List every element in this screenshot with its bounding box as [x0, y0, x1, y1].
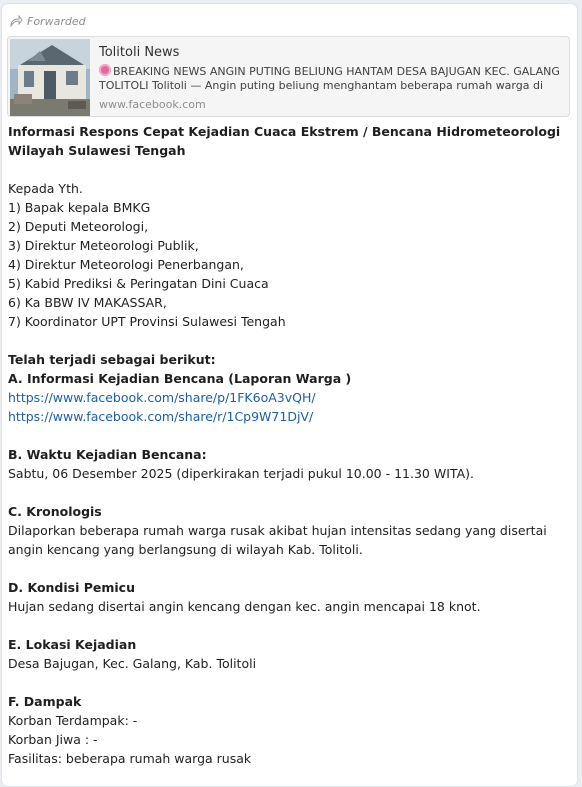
- section-e-text: Desa Bajugan, Kec. Galang, Kab. Tolitoli: [8, 656, 257, 671]
- message-text: [8, 122, 568, 768]
- section-c-title: C. Kronologis: [8, 504, 102, 519]
- preview-url: www.facebook.com: [99, 98, 206, 111]
- impact-item: Fasilitas: beberapa rumah warga rusak: [8, 751, 252, 766]
- preview-thumbnail: [10, 39, 90, 116]
- section-f-title: F. Dampak: [8, 694, 82, 709]
- forward-arrow-icon: [10, 15, 23, 27]
- recipient-item: 3) Direktur Meteorologi Publik,: [8, 238, 199, 253]
- intro-text: Telah terjadi sebagai berikut:: [8, 352, 216, 367]
- section-c-text: Dilaporkan beberapa rumah warga rusak akibat hujan intensitas sedang yang disertai angin kencang yang berlangsung di wilayah Kab. Tolitoli.: [8, 523, 547, 557]
- forwarded-label: Forwarded: [27, 14, 86, 28]
- impact-item: Korban Terdampak: -: [8, 713, 138, 728]
- section-b-text: Sabtu, 06 Desember 2025 (diperkirakan terjadi pukul 10.00 - 11.30 WITA).: [8, 466, 474, 481]
- preview-description-text: BREAKING NEWS ANGIN PUTING BELIUNG HANTAM DESA BAJUGAN KEC. GALANG TOLITOLI Tolitoli — Angin puting beliung menghantam beberapa rumah warga di: [99, 65, 560, 92]
- section-a-title: A. Informasi Kejadian Bencana (Laporan Warga ): [8, 371, 352, 386]
- facebook-link[interactable]: https://www.facebook.com/share/p/1FK6oA3vQH/: [8, 390, 316, 405]
- message-heading: Informasi Respons Cepat Kejadian Cuaca Ekstrem / Bencana Hidrometeorologi Wilayah Sulawesi Tengah: [8, 124, 561, 158]
- facebook-link[interactable]: https://www.facebook.com/share/r/1Cp9W71DjV/: [8, 409, 314, 424]
- recipient-item: 1) Bapak kepala BMKG: [8, 200, 151, 215]
- recipient-item: 4) Direktur Meteorologi Penerbangan,: [8, 257, 244, 272]
- forwarded-indicator: [10, 13, 86, 29]
- impact-item: Korban Jiwa : -: [8, 732, 98, 747]
- rotating-light-emoji-icon: [99, 64, 111, 76]
- preview-title: Tolitoli News: [99, 45, 180, 60]
- section-d-title: D. Kondisi Pemicu: [8, 580, 135, 595]
- section-b-title: B. Waktu Kejadian Bencana:: [8, 447, 207, 462]
- recipient-item: 2) Deputi Meteorologi,: [8, 219, 149, 234]
- greeting: Kepada Yth.: [8, 181, 83, 196]
- section-d-text: Hujan sedang disertai angin kencang dengan kec. angin mencapai 18 knot.: [8, 599, 481, 614]
- link-preview-card[interactable]: [7, 36, 570, 117]
- preview-description: [99, 64, 565, 92]
- recipient-item: 6) Ka BBW IV MAKASSAR,: [8, 295, 167, 310]
- message-bubble: [1, 3, 578, 787]
- recipient-item: 7) Koordinator UPT Provinsi Sulawesi Tengah: [8, 314, 286, 329]
- recipient-item: 5) Kabid Prediksi & Peringatan Dini Cuaca: [8, 276, 269, 291]
- section-e-title: E. Lokasi Kejadian: [8, 637, 137, 652]
